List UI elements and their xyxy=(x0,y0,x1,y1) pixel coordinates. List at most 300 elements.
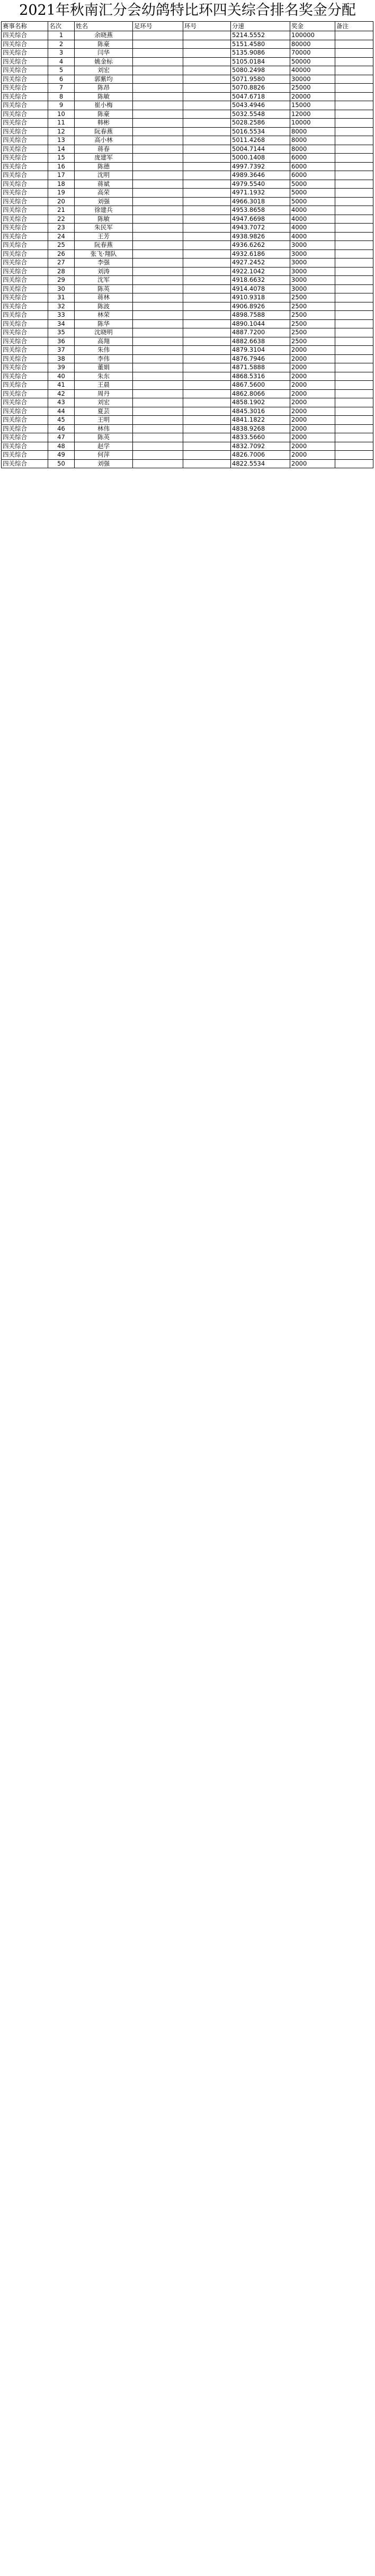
table-row xyxy=(2,127,373,136)
cell-rank: 22 xyxy=(48,215,75,224)
cell-ring xyxy=(183,302,231,311)
cell-note xyxy=(335,136,373,145)
cell-ring-short xyxy=(133,381,183,390)
cell-rank: 40 xyxy=(48,372,75,381)
cell-name: 朱民军 xyxy=(75,224,133,233)
cell-name: 朱东 xyxy=(75,372,133,381)
cell-rank: 3 xyxy=(48,49,75,58)
cell-note xyxy=(335,101,373,110)
cell-ring-short xyxy=(133,302,183,311)
table-row xyxy=(2,136,373,145)
cell-ring xyxy=(183,57,231,66)
cell-event: 四关综合 xyxy=(2,259,48,268)
cell-rank: 30 xyxy=(48,284,75,293)
cell-note xyxy=(335,40,373,49)
cell-note xyxy=(335,381,373,390)
header-note: 备注 xyxy=(335,22,373,31)
cell-note xyxy=(335,276,373,285)
cell-rank: 28 xyxy=(48,267,75,276)
cell-award: 5000 xyxy=(290,180,335,189)
cell-speed: 4914.4078 xyxy=(231,284,290,293)
cell-event: 四关综合 xyxy=(2,276,48,285)
cell-note xyxy=(335,267,373,276)
cell-ring-short xyxy=(133,171,183,180)
table-row xyxy=(2,162,373,171)
cell-event: 四关综合 xyxy=(2,249,48,259)
cell-ring xyxy=(183,189,231,198)
cell-speed: 4898.7588 xyxy=(231,311,290,320)
cell-rank: 43 xyxy=(48,398,75,407)
cell-name: 沈军 xyxy=(75,276,133,285)
cell-award: 2000 xyxy=(290,354,335,363)
cell-ring xyxy=(183,442,231,451)
table-row xyxy=(2,249,373,259)
cell-ring-short xyxy=(133,372,183,381)
cell-speed: 5070.8826 xyxy=(231,84,290,93)
cell-name: 阮春燕 xyxy=(75,127,133,136)
cell-name: 郭紫均 xyxy=(75,75,133,84)
cell-rank: 50 xyxy=(48,459,75,468)
cell-name: 余晓燕 xyxy=(75,31,133,40)
cell-name: 高翔 xyxy=(75,337,133,346)
cell-event: 四关综合 xyxy=(2,372,48,381)
cell-note xyxy=(335,433,373,442)
cell-speed: 4890.1044 xyxy=(231,319,290,328)
cell-award: 40000 xyxy=(290,66,335,75)
cell-ring xyxy=(183,92,231,101)
cell-award: 2500 xyxy=(290,293,335,302)
cell-note xyxy=(335,224,373,233)
cell-note xyxy=(335,206,373,215)
cell-ring-short xyxy=(133,232,183,241)
cell-ring-short xyxy=(133,224,183,233)
cell-name: 李伟 xyxy=(75,354,133,363)
cell-award: 2000 xyxy=(290,398,335,407)
cell-ring xyxy=(183,197,231,206)
cell-name: 李强 xyxy=(75,259,133,268)
cell-award: 2500 xyxy=(290,337,335,346)
cell-event: 四关综合 xyxy=(2,433,48,442)
table-row xyxy=(2,346,373,355)
cell-name: 庞建军 xyxy=(75,154,133,163)
cell-speed: 4938.9826 xyxy=(231,232,290,241)
cell-ring-short xyxy=(133,49,183,58)
cell-event: 四关综合 xyxy=(2,84,48,93)
cell-speed: 5214.5552 xyxy=(231,31,290,40)
header-name: 姓名 xyxy=(75,22,133,31)
cell-event: 四关综合 xyxy=(2,267,48,276)
cell-event: 四关综合 xyxy=(2,232,48,241)
cell-rank: 17 xyxy=(48,171,75,180)
cell-name: 陈豪 xyxy=(75,110,133,119)
cell-award: 2500 xyxy=(290,311,335,320)
cell-ring-short xyxy=(133,145,183,154)
cell-ring-short xyxy=(133,249,183,259)
cell-note xyxy=(335,451,373,460)
cell-event: 四关综合 xyxy=(2,101,48,110)
cell-note xyxy=(335,197,373,206)
cell-speed: 4947.6698 xyxy=(231,215,290,224)
cell-note xyxy=(335,259,373,268)
cell-event: 四关综合 xyxy=(2,424,48,433)
table-row xyxy=(2,302,373,311)
cell-speed: 5080.2498 xyxy=(231,66,290,75)
cell-name: 刘宏 xyxy=(75,398,133,407)
cell-award: 30000 xyxy=(290,75,335,84)
cell-award: 10000 xyxy=(290,119,335,128)
cell-ring xyxy=(183,49,231,58)
cell-name: 蒋林 xyxy=(75,293,133,302)
cell-note xyxy=(335,346,373,355)
cell-ring-short xyxy=(133,389,183,398)
table-row xyxy=(2,398,373,407)
cell-event: 四关综合 xyxy=(2,197,48,206)
cell-rank: 48 xyxy=(48,442,75,451)
cell-rank: 37 xyxy=(48,346,75,355)
cell-rank: 34 xyxy=(48,319,75,328)
cell-name: 刘宏 xyxy=(75,66,133,75)
table-row xyxy=(2,241,373,250)
cell-award: 8000 xyxy=(290,145,335,154)
table-row xyxy=(2,372,373,381)
cell-ring-short xyxy=(133,363,183,372)
cell-rank: 29 xyxy=(48,276,75,285)
cell-note xyxy=(335,84,373,93)
cell-speed: 5135.9086 xyxy=(231,49,290,58)
table-row xyxy=(2,389,373,398)
cell-name: 高小林 xyxy=(75,136,133,145)
table-row xyxy=(2,451,373,460)
cell-award: 4000 xyxy=(290,215,335,224)
cell-ring xyxy=(183,40,231,49)
cell-speed: 4841.1822 xyxy=(231,416,290,425)
cell-event: 四关综合 xyxy=(2,49,48,58)
cell-name: 周丹 xyxy=(75,389,133,398)
cell-ring xyxy=(183,389,231,398)
cell-ring-short xyxy=(133,451,183,460)
cell-note xyxy=(335,180,373,189)
cell-name: 何萍 xyxy=(75,451,133,460)
cell-ring xyxy=(183,259,231,268)
table-row xyxy=(2,75,373,84)
cell-rank: 5 xyxy=(48,66,75,75)
cell-award: 8000 xyxy=(290,127,335,136)
cell-note xyxy=(335,31,373,40)
cell-ring xyxy=(183,241,231,250)
cell-speed: 4858.1902 xyxy=(231,398,290,407)
cell-ring xyxy=(183,206,231,215)
cell-note xyxy=(335,189,373,198)
cell-speed: 4971.1932 xyxy=(231,189,290,198)
cell-ring xyxy=(183,328,231,337)
header-award: 奖金 xyxy=(290,22,335,31)
cell-ring-short xyxy=(133,284,183,293)
cell-name: 陈昂 xyxy=(75,84,133,93)
cell-event: 四关综合 xyxy=(2,363,48,372)
table-row xyxy=(2,171,373,180)
cell-name: 崔小梅 xyxy=(75,101,133,110)
table-row xyxy=(2,407,373,416)
cell-name: 刘涛 xyxy=(75,267,133,276)
cell-award: 70000 xyxy=(290,49,335,58)
cell-speed: 4918.6632 xyxy=(231,276,290,285)
cell-ring xyxy=(183,75,231,84)
table-row xyxy=(2,57,373,66)
cell-speed: 4876.7946 xyxy=(231,354,290,363)
cell-ring xyxy=(183,215,231,224)
cell-award: 4000 xyxy=(290,224,335,233)
cell-speed: 5016.5534 xyxy=(231,127,290,136)
cell-ring-short xyxy=(133,162,183,171)
cell-ring-short xyxy=(133,337,183,346)
cell-ring-short xyxy=(133,101,183,110)
table-row xyxy=(2,416,373,425)
header-event: 赛事名称 xyxy=(2,22,48,31)
cell-ring-short xyxy=(133,267,183,276)
cell-ring-short xyxy=(133,346,183,355)
cell-name: 陈波 xyxy=(75,302,133,311)
cell-name: 张飞·翔队 xyxy=(75,249,133,259)
cell-award: 15000 xyxy=(290,101,335,110)
cell-award: 20000 xyxy=(290,92,335,101)
table-row xyxy=(2,363,373,372)
cell-ring-short xyxy=(133,180,183,189)
cell-ring-short xyxy=(133,197,183,206)
cell-award: 2000 xyxy=(290,424,335,433)
cell-ring xyxy=(183,180,231,189)
table-row xyxy=(2,354,373,363)
cell-name: 林伟 xyxy=(75,424,133,433)
cell-speed: 4943.7072 xyxy=(231,224,290,233)
cell-speed: 4887.7200 xyxy=(231,328,290,337)
table-row xyxy=(2,66,373,75)
cell-speed: 4832.7092 xyxy=(231,442,290,451)
cell-ring xyxy=(183,459,231,468)
cell-ring xyxy=(183,354,231,363)
header-ring: 环号 xyxy=(183,22,231,31)
cell-note xyxy=(335,328,373,337)
cell-name: 沈晓明 xyxy=(75,328,133,337)
cell-event: 四关综合 xyxy=(2,459,48,468)
cell-rank: 15 xyxy=(48,154,75,163)
cell-ring xyxy=(183,267,231,276)
cell-award: 2000 xyxy=(290,381,335,390)
cell-name: 董娟 xyxy=(75,363,133,372)
cell-ring xyxy=(183,346,231,355)
cell-ring-short xyxy=(133,293,183,302)
table-row xyxy=(2,259,373,268)
cell-event: 四关综合 xyxy=(2,127,48,136)
cell-event: 四关综合 xyxy=(2,66,48,75)
cell-award: 2000 xyxy=(290,459,335,468)
cell-name: 韩彬 xyxy=(75,119,133,128)
cell-note xyxy=(335,145,373,154)
table-row xyxy=(2,224,373,233)
cell-name: 刘强 xyxy=(75,197,133,206)
cell-ring xyxy=(183,319,231,328)
cell-note xyxy=(335,389,373,398)
cell-rank: 39 xyxy=(48,363,75,372)
cell-speed: 4882.6638 xyxy=(231,337,290,346)
table-row xyxy=(2,381,373,390)
cell-ring xyxy=(183,101,231,110)
cell-note xyxy=(335,416,373,425)
cell-award: 5000 xyxy=(290,189,335,198)
cell-rank: 9 xyxy=(48,101,75,110)
table-row xyxy=(2,119,373,128)
table-header-row xyxy=(2,22,373,31)
cell-ring xyxy=(183,337,231,346)
cell-speed: 4979.5540 xyxy=(231,180,290,189)
cell-speed: 4910.9318 xyxy=(231,293,290,302)
cell-ring-short xyxy=(133,319,183,328)
table-row xyxy=(2,154,373,163)
document-page xyxy=(0,0,375,468)
cell-speed: 5043.4946 xyxy=(231,101,290,110)
cell-name: 林荣 xyxy=(75,311,133,320)
cell-event: 四关综合 xyxy=(2,442,48,451)
cell-rank: 46 xyxy=(48,424,75,433)
cell-ring xyxy=(183,381,231,390)
cell-ring xyxy=(183,293,231,302)
cell-ring xyxy=(183,363,231,372)
cell-award: 3000 xyxy=(290,284,335,293)
cell-note xyxy=(335,398,373,407)
cell-event: 四关综合 xyxy=(2,302,48,311)
table-body xyxy=(2,31,373,468)
table-row xyxy=(2,293,373,302)
cell-speed: 4838.9268 xyxy=(231,424,290,433)
cell-award: 4000 xyxy=(290,206,335,215)
table-row xyxy=(2,433,373,442)
cell-award: 2000 xyxy=(290,372,335,381)
cell-name: 陈德 xyxy=(75,162,133,171)
cell-ring-short xyxy=(133,189,183,198)
cell-rank: 7 xyxy=(48,84,75,93)
cell-speed: 4922.1042 xyxy=(231,267,290,276)
cell-award: 2000 xyxy=(290,451,335,460)
table-row xyxy=(2,232,373,241)
cell-event: 四关综合 xyxy=(2,162,48,171)
cell-rank: 41 xyxy=(48,381,75,390)
cell-rank: 31 xyxy=(48,293,75,302)
cell-award: 4000 xyxy=(290,232,335,241)
cell-speed: 4997.7392 xyxy=(231,162,290,171)
table-row xyxy=(2,31,373,40)
cell-name: 陈豪 xyxy=(75,40,133,49)
cell-note xyxy=(335,311,373,320)
cell-rank: 38 xyxy=(48,354,75,363)
cell-note xyxy=(335,337,373,346)
cell-speed: 4871.5888 xyxy=(231,363,290,372)
cell-award: 2500 xyxy=(290,328,335,337)
cell-award: 12000 xyxy=(290,110,335,119)
cell-speed: 5011.4268 xyxy=(231,136,290,145)
cell-note xyxy=(335,66,373,75)
table-row xyxy=(2,145,373,154)
cell-speed: 4822.5534 xyxy=(231,459,290,468)
cell-event: 四关综合 xyxy=(2,171,48,180)
cell-award: 2500 xyxy=(290,319,335,328)
cell-rank: 27 xyxy=(48,259,75,268)
cell-ring xyxy=(183,110,231,119)
cell-ring xyxy=(183,119,231,128)
cell-ring xyxy=(183,171,231,180)
header-ring-short: 足环号 xyxy=(133,22,183,31)
cell-rank: 24 xyxy=(48,232,75,241)
cell-speed: 5071.9580 xyxy=(231,75,290,84)
cell-ring-short xyxy=(133,110,183,119)
cell-award: 3000 xyxy=(290,241,335,250)
table-row xyxy=(2,284,373,293)
cell-award: 5000 xyxy=(290,197,335,206)
cell-rank: 19 xyxy=(48,189,75,198)
cell-name: 朱伟 xyxy=(75,346,133,355)
cell-ring-short xyxy=(133,92,183,101)
cell-rank: 8 xyxy=(48,92,75,101)
header-speed: 分速 xyxy=(231,22,290,31)
cell-name: 沈明 xyxy=(75,171,133,180)
cell-rank: 12 xyxy=(48,127,75,136)
table-row xyxy=(2,84,373,93)
cell-event: 四关综合 xyxy=(2,293,48,302)
cell-ring xyxy=(183,424,231,433)
table-row xyxy=(2,311,373,320)
cell-speed: 5047.6718 xyxy=(231,92,290,101)
cell-ring-short xyxy=(133,241,183,250)
cell-note xyxy=(335,293,373,302)
cell-ring-short xyxy=(133,84,183,93)
cell-event: 四关综合 xyxy=(2,57,48,66)
cell-rank: 21 xyxy=(48,206,75,215)
cell-award: 3000 xyxy=(290,259,335,268)
cell-ring xyxy=(183,145,231,154)
cell-name: 陈英 xyxy=(75,284,133,293)
cell-name: 刘强 xyxy=(75,459,133,468)
cell-event: 四关综合 xyxy=(2,92,48,101)
cell-ring-short xyxy=(133,433,183,442)
cell-rank: 20 xyxy=(48,197,75,206)
cell-rank: 11 xyxy=(48,119,75,128)
cell-ring xyxy=(183,84,231,93)
cell-speed: 4826.7006 xyxy=(231,451,290,460)
table-row xyxy=(2,92,373,101)
cell-note xyxy=(335,241,373,250)
cell-speed: 5105.0184 xyxy=(231,57,290,66)
cell-ring xyxy=(183,416,231,425)
cell-speed: 4932.6186 xyxy=(231,249,290,259)
cell-rank: 44 xyxy=(48,407,75,416)
table-row xyxy=(2,215,373,224)
cell-rank: 10 xyxy=(48,110,75,119)
cell-ring xyxy=(183,224,231,233)
cell-name: 王明 xyxy=(75,416,133,425)
cell-rank: 26 xyxy=(48,249,75,259)
table-row xyxy=(2,180,373,189)
cell-ring-short xyxy=(133,424,183,433)
cell-award: 8000 xyxy=(290,136,335,145)
cell-rank: 23 xyxy=(48,224,75,233)
cell-event: 四关综合 xyxy=(2,224,48,233)
cell-ring-short xyxy=(133,136,183,145)
table-row xyxy=(2,197,373,206)
cell-event: 四关综合 xyxy=(2,346,48,355)
cell-award: 2000 xyxy=(290,389,335,398)
cell-event: 四关综合 xyxy=(2,145,48,154)
cell-rank: 25 xyxy=(48,241,75,250)
cell-event: 四关综合 xyxy=(2,389,48,398)
cell-event: 四关综合 xyxy=(2,180,48,189)
